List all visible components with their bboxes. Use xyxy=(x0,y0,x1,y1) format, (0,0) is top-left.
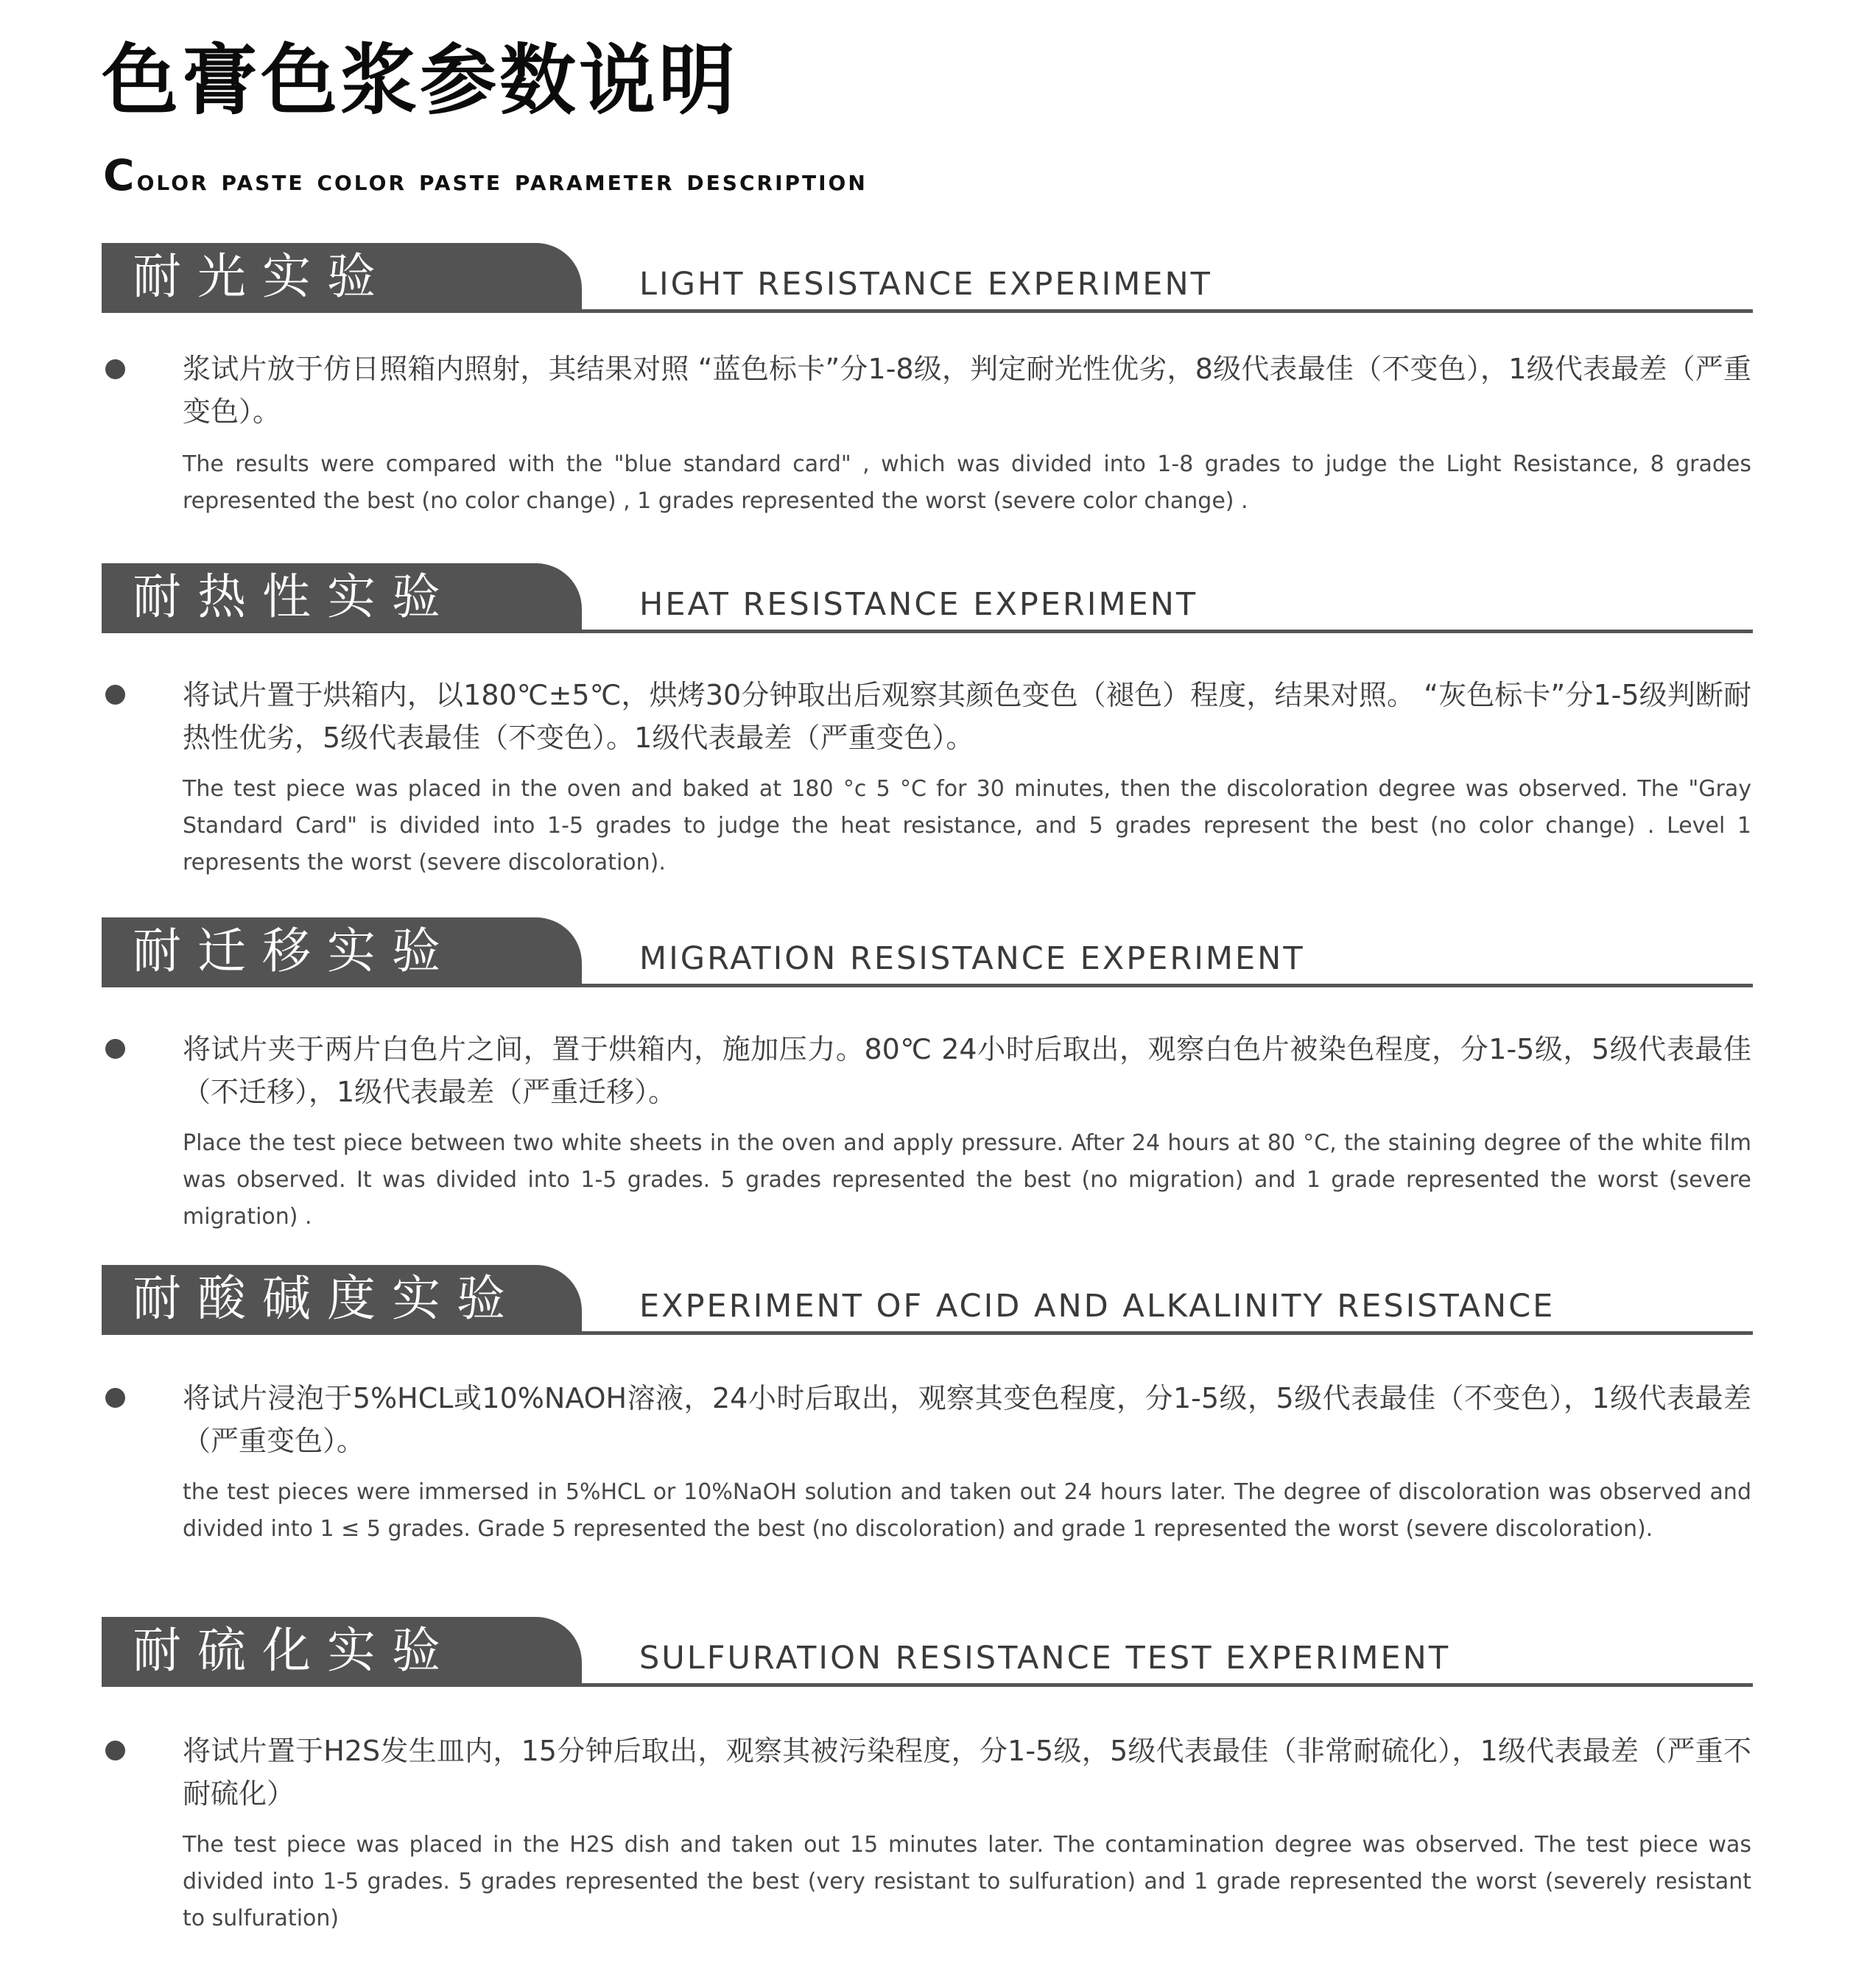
section-tab xyxy=(102,1265,582,1335)
section-desc-cn: 浆试片放于仿日照箱内照射，其结果对照 “蓝色标卡”分1-8级，判定耐光性优劣，8级代表最佳（不变色），1级代表最差（严重变色）。 xyxy=(183,353,1751,428)
section-title-cn: 耐光实验 xyxy=(133,248,392,305)
section-title-en: MIGRATION RESISTANCE EXPERIMENT xyxy=(639,940,1305,977)
section-rule xyxy=(582,984,1753,987)
subtitle-rest: olor paste color paste parameter description xyxy=(136,163,868,197)
bullet-icon xyxy=(105,1388,125,1408)
section-desc-en: The test piece was placed in the H2S dish and taken out 15 minutes later. The contamination degree was observed. The test piece was divided into 1-5 grades. 5 grades represented the best (very resistant to sulfuration) and 1 grade represented the worst (severely resistant to sulfuration) xyxy=(183,1832,1751,1931)
section-header xyxy=(102,243,1753,313)
section-rule xyxy=(582,1683,1753,1687)
subtitle-initial: C xyxy=(103,150,137,200)
bullet-icon xyxy=(105,359,125,379)
section-tab xyxy=(102,1617,582,1687)
section-header xyxy=(102,1617,1753,1687)
page-title: 色膏色浆参数说明 xyxy=(102,35,739,125)
section-title-cn: 耐硫化实验 xyxy=(133,1622,457,1679)
section-header xyxy=(102,917,1753,987)
section-title-cn: 耐酸碱度实验 xyxy=(133,1270,521,1327)
section-title-en: HEAT RESISTANCE EXPERIMENT xyxy=(639,586,1198,623)
section-title-cn: 耐热性实验 xyxy=(133,568,457,625)
section-desc-cn: 将试片置于烘箱内，以180℃±5℃，烘烤30分钟取出后观察其颜色变色（褪色）程度，结果对照。 “灰色标卡”分1-5级判断耐热性优劣，5级代表最佳（不变色）。1级代表最差（严重变色）。 xyxy=(183,679,1751,754)
section-title-cn: 耐迁移实验 xyxy=(133,923,457,979)
section-title-en: LIGHT RESISTANCE EXPERIMENT xyxy=(639,266,1212,303)
section-desc-en: The results were compared with the "blue standard card" , which was divided into 1-8 grades to judge the Light Resistance, 8 grades represented the best (no color change) , 1 grades represented the worst (severe color change) . xyxy=(183,451,1751,514)
section-title-en: SULFURATION RESISTANCE TEST EXPERIMENT xyxy=(639,1640,1451,1677)
section-desc-en: Place the test piece between two white sheets in the oven and apply pressure. After 24 hours at 80 °C, the staining degree of the white film was observed. It was divided into 1-5 grades. 5 grades represented the best (no migration) and 1 grade represented the worst (severe migration) . xyxy=(183,1130,1751,1230)
section-header xyxy=(102,1265,1753,1335)
section-tab xyxy=(102,917,582,987)
bullet-icon xyxy=(105,1741,125,1760)
section-rule xyxy=(582,630,1753,633)
bullet-icon xyxy=(105,685,125,705)
section-tab xyxy=(102,563,582,633)
page-subtitle xyxy=(103,150,868,200)
section-rule xyxy=(582,309,1753,313)
section-header xyxy=(102,563,1753,633)
section-title-en: EXPERIMENT OF ACID AND ALKALINITY RESISTANCE xyxy=(639,1288,1555,1325)
section-desc-en: the test pieces were immersed in 5%HCL or 10%NaOH solution and taken out 24 hours later. The degree of discoloration was observed and divided into 1 ≤ 5 grades. Grade 5 represented the best (no discoloration) and grade 1 represented the worst (severe discoloration). xyxy=(183,1479,1751,1542)
bullet-icon xyxy=(105,1039,125,1059)
section-rule xyxy=(582,1331,1753,1335)
section-desc-en: The test piece was placed in the oven and baked at 180 °c 5 °C for 30 minutes, then the discoloration degree was observed. The "Gray Standard Card" is divided into 1-5 grades to judge the heat resistance, and 5 grades represent the best (no color change) . Level 1 represents the worst (severe discoloration). xyxy=(183,776,1751,875)
section-desc-cn: 将试片夹于两片白色片之间，置于烘箱内，施加压力。80℃ 24小时后取出，观察白色片被染色程度，分1-5级，5级代表最佳（不迁移），1级代表最差（严重迁移）。 xyxy=(183,1033,1751,1108)
section-tab xyxy=(102,243,582,313)
section-desc-cn: 将试片浸泡于5%HCL或10%NAOH溶液，24小时后取出，观察其变色程度，分1-5级，5级代表最佳（不变色），1级代表最差（严重变色）。 xyxy=(183,1382,1751,1457)
section-desc-cn: 将试片置于H2S发生皿内，15分钟后取出，观察其被污染程度，分1-5级，5级代表最佳（非常耐硫化），1级代表最差（严重不耐硫化） xyxy=(183,1735,1751,1810)
